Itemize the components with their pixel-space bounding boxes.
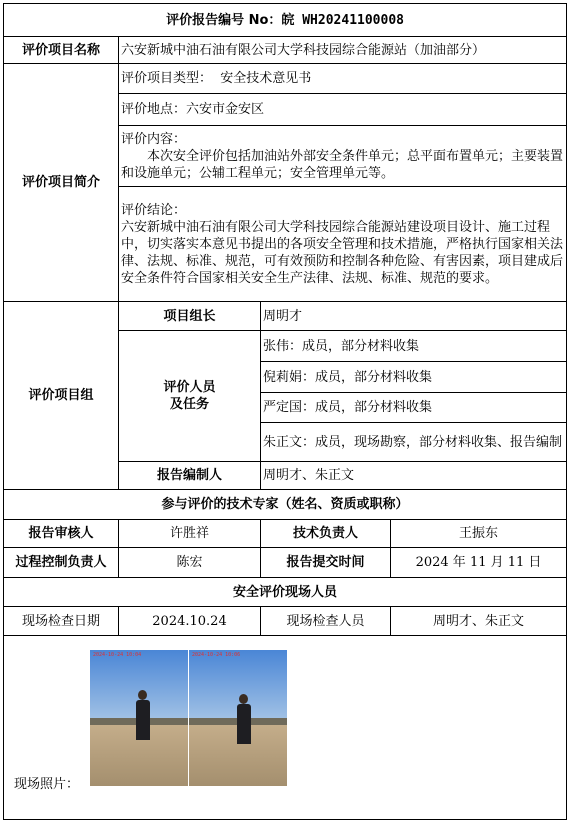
leader-value: 周明才 — [261, 302, 567, 331]
members-label-line1: 评价人员 — [163, 380, 216, 395]
site-photo-1: 2024-10-24 10:04 — [90, 650, 188, 786]
process-label: 过程控制负责人 — [4, 548, 119, 578]
site-photos-label: 现场照片： — [14, 777, 80, 792]
site-photo-2: 2024-10-24 10:06 — [189, 650, 287, 786]
project-summary-label: 评价项目简介 — [4, 64, 119, 302]
experts-title-row — [4, 490, 567, 520]
project-name-row — [4, 37, 567, 64]
content-label: 评价内容： — [121, 131, 187, 147]
member-item: 倪莉娟：成员，部分材料收集 — [261, 362, 567, 393]
site-photos-row — [4, 636, 567, 820]
content-value: 本次安全评价包括加油站外部安全条件单元；总平面布置单元；主要装置和设施单元；公辅工程单元；安全管理单元等。 — [121, 148, 564, 181]
location-label: 评价地点： — [121, 102, 187, 117]
check-staff-label: 现场检查人员 — [261, 607, 391, 636]
check-staff-value: 周明才、朱正文 — [391, 607, 567, 636]
members-label — [119, 331, 261, 462]
site-photos — [4, 636, 566, 819]
project-type-row — [4, 64, 567, 94]
site-title-row — [4, 578, 567, 607]
member-item: 张伟：成员，部分材料收集 — [261, 331, 567, 362]
report-number — [4, 4, 567, 37]
report-number-value: 皖 WH20241100008 — [281, 12, 404, 28]
project-name-label: 评价项目名称 — [4, 37, 119, 64]
reviewer-label: 报告审核人 — [4, 520, 119, 548]
evaluation-report-table — [3, 3, 567, 820]
writer-label: 报告编制人 — [119, 462, 261, 490]
process-value: 陈宏 — [119, 548, 261, 578]
reviewer-value: 许胜祥 — [119, 520, 261, 548]
reviewer-row — [4, 520, 567, 548]
header-row — [4, 4, 567, 37]
site-photos-cell — [4, 636, 567, 820]
submit-time-label: 报告提交时间 — [261, 548, 391, 578]
members-label-line2: 及任务 — [169, 397, 209, 412]
team-leader-row — [4, 302, 567, 331]
project-name-value: 六安新城中油石油有限公司大学科技园综合能源站（加油部分） — [119, 37, 567, 64]
conclusion-value: 六安新城中油石油有限公司大学科技园综合能源站建设项目设计、施工过程中，切实落实本意见书提出的各项安全管理和技术措施，严格执行国家相关法律、法规、标准、规范，可有效预防和控制各种危险、有害因素，项目建成后安全条件符合国家相关安全生产法律、法规、标准、规范的要求。 — [121, 219, 564, 286]
member-item: 严定国：成员，部分材料收集 — [261, 393, 567, 423]
location-value: 六安市金安区 — [186, 102, 265, 117]
project-type-label: 评价项目类型： — [121, 71, 213, 86]
report-number-label: 评价报告编号 No： — [166, 12, 282, 28]
experts-title: 参与评价的技术专家（姓名、资质或职称） — [4, 490, 567, 520]
conclusion-label: 评价结论： — [121, 202, 187, 218]
tech-lead-value: 王振东 — [391, 520, 567, 548]
project-type — [119, 64, 567, 94]
project-type-value: 安全技术意见书 — [220, 71, 312, 86]
site-check-row — [4, 607, 567, 636]
check-date-label: 现场检查日期 — [4, 607, 119, 636]
team-label: 评价项目组 — [4, 302, 119, 490]
writer-value: 周明才、朱正文 — [261, 462, 567, 490]
member-item: 朱正文：成员，现场勘察，部分材料收集、报告编制 — [261, 423, 567, 462]
process-row — [4, 548, 567, 578]
check-date-value: 2024.10.24 — [119, 607, 261, 636]
evaluation-conclusion — [119, 187, 567, 302]
leader-label: 项目组长 — [119, 302, 261, 331]
tech-lead-label: 技术负责人 — [261, 520, 391, 548]
evaluation-content — [119, 126, 567, 187]
project-location — [119, 94, 567, 126]
site-title: 安全评价现场人员 — [4, 578, 567, 607]
submit-time-value: 2024 年 11 月 11 日 — [391, 548, 567, 578]
